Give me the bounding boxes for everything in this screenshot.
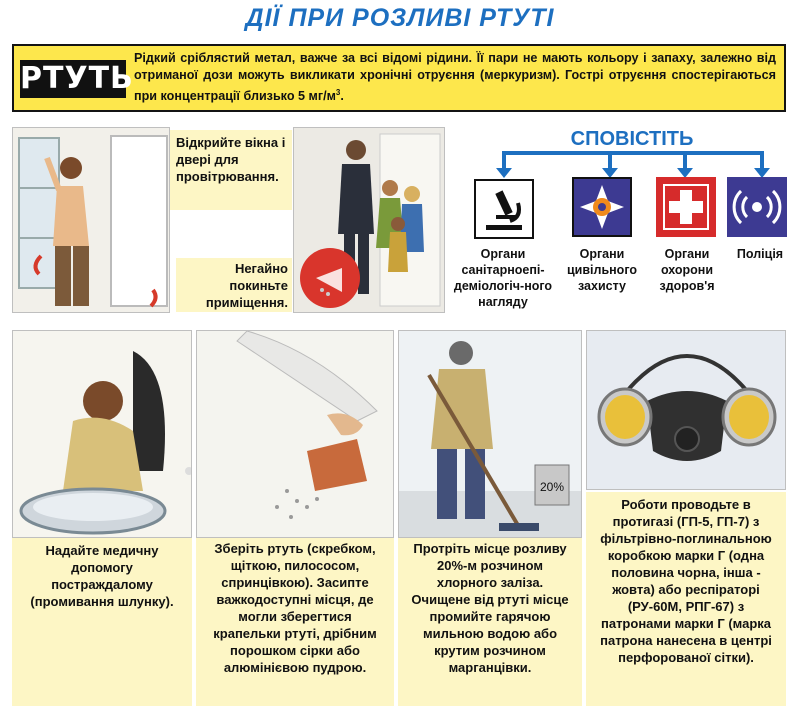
people-leaving-scene (294, 128, 445, 313)
person-vomiting-scene (13, 331, 192, 538)
civil-protection-emblem-icon (572, 177, 632, 237)
leave-caption: Негайно покиньте приміщення. (176, 258, 292, 312)
scraper-collecting-scene (197, 331, 394, 538)
page-title: ДІЇ ПРИ РОЗЛИВІ РТУТІ (245, 4, 555, 32)
mopping-with-mask-scene (399, 331, 582, 538)
ventilate-illustration (12, 127, 170, 313)
description-end: . (340, 89, 344, 104)
wipe-illustration (398, 330, 582, 538)
org-label-police: Поліція (736, 247, 784, 261)
collect-illustration (196, 330, 394, 538)
org-label-health: Органи охорони здоров'я (659, 247, 715, 293)
medical-caption: Надайте медичну допомогу постраждалому (промивання шлунку). (12, 538, 192, 706)
open-window-scene (13, 128, 170, 313)
wipe-caption: Протріть місце розливу 20%-м розчином хлорного заліза. Очищене від ртуті місце промийте гарячою мильною водою або крутим розчином марганцівки. (398, 538, 582, 706)
notify-branch-arrows (460, 140, 800, 180)
microscope-glyph (476, 181, 532, 237)
respirator-illustration (586, 330, 786, 490)
medical-illustration (12, 330, 192, 538)
org-label-sanitary: Органи санітарноепі-деміологіч-ного нагляду (453, 247, 553, 309)
notify-heading: СПОВІСТІТЬ (570, 128, 694, 150)
respirator-mask-icon (587, 331, 786, 490)
unit-superscript: 3 (335, 88, 341, 97)
jar-label: 20% (539, 480, 565, 494)
mercury-description-text: Рідкий сріблястий метал, важче за всі відомі рідини. Її пари не мають кольору і запаху, залежно від отриманої дози можуть викликати хронічні отруєння (меркуризм). Гострі отруєння спостерігаються при концентрації близько 5 мг/м (134, 51, 776, 104)
red-cross-icon (656, 177, 716, 237)
ventilate-caption: Відкрийте вікна і двері для провітрювання. (170, 130, 292, 210)
leave-illustration (293, 127, 445, 313)
collect-caption: Зберіть ртуть (скребком, щіткою, пилососом, спринцівкою). Засипте важкодоступні місця, де могли зберегтися крапельки ртуті, дрібним порошком сірки або алюмінієвою пудрою. (196, 538, 394, 706)
police-signal-icon (727, 177, 787, 237)
red-cross-glyph (658, 179, 714, 235)
org-label-civil: Органи цивільного захисту (566, 247, 637, 293)
respirator-caption: Роботи проводьте в протигазі (ГП-5, ГП-7) з фільтрівно-поглинальною коробкою марки Г (одна половина чорна, інша - жовта) або респіраторі (РУ-60М, РПГ-67) з патронами марки Г (марка патрона нанесена в центрі перфорованої сітки). (586, 492, 786, 706)
civil-protection-glyph (574, 179, 630, 235)
mercury-description (134, 50, 776, 105)
mercury-badge: РТУТЬ (20, 61, 134, 96)
microscope-icon (474, 179, 534, 239)
police-signal-glyph (729, 179, 785, 235)
